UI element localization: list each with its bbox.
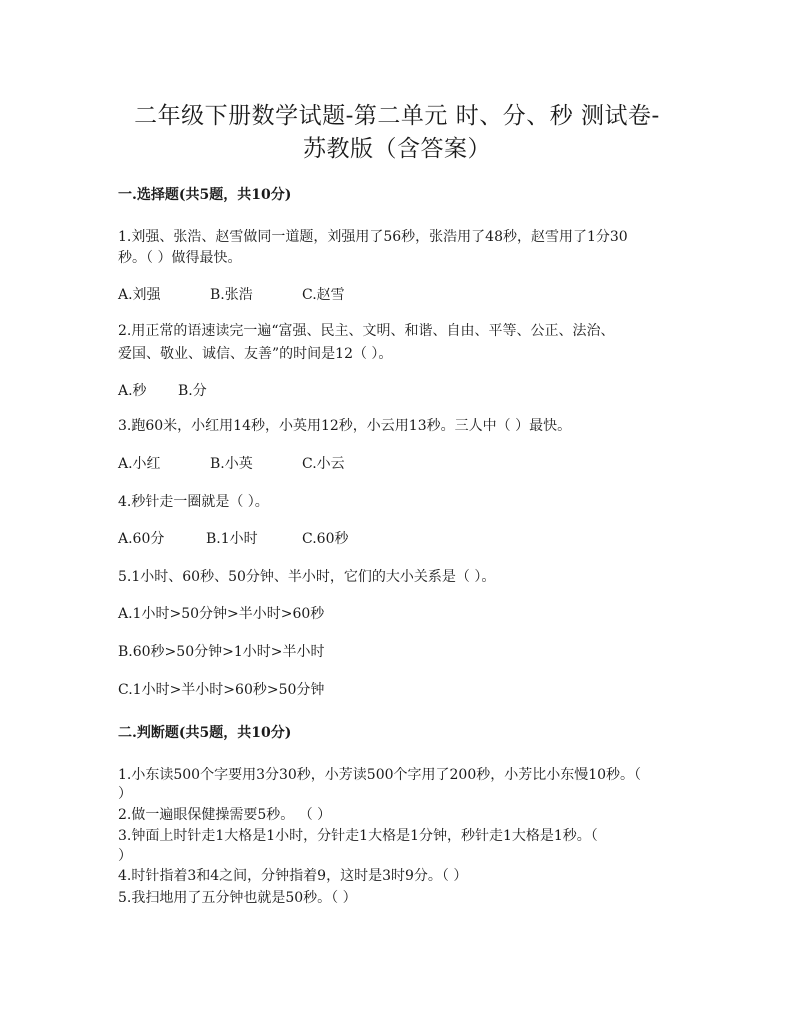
page-title-line-1: 二年级下册数学试题-第二单元 时、分、秒 测试卷- — [134, 103, 660, 129]
question-5-option-b: B.60秒>50分钟>1小时>半小时 — [118, 644, 325, 660]
section-heading-true-false: 二.判断题(共5题，共10分) — [118, 725, 292, 741]
question-1-line-2: 秒。（ ）做得最快。 — [118, 250, 242, 266]
question-1-options — [118, 284, 345, 304]
question-5-option-a: A.1小时>50分钟>半小时>60秒 — [118, 606, 325, 622]
option-a: A.60分 — [118, 531, 165, 547]
question-2-line-2: 爱国、敬业、诚信、友善”的时间是12（ ）。 — [118, 346, 393, 362]
page-title-line-2: 苏教版（含答案） — [303, 136, 491, 162]
judge-question-3-line-2: ） — [118, 848, 132, 864]
judge-question-3-line-1: 3.钟面上时针走1大格是1小时，分针走1大格是1分钟，秒针走1大格是1秒。（ — [118, 828, 598, 844]
question-3-line-1: 3.跑60米，小红用14秒，小英用12秒，小云用13秒。三人中（ ）最快。 — [118, 418, 572, 434]
judge-question-1-line-2: ） — [118, 786, 132, 802]
question-4-options — [118, 528, 348, 548]
option-b: B.张浩 — [210, 287, 253, 303]
option-b: B.小英 — [210, 456, 253, 472]
option-a: A.刘强 — [118, 287, 161, 303]
option-a: A.小红 — [118, 456, 161, 472]
question-3-options — [118, 453, 345, 473]
question-4-line-1: 4.秒针走一圈就是（ ）。 — [118, 494, 269, 510]
judge-question-4: 4.时针指着3和4之间，分钟指着9，这时是3时9分。（ ） — [118, 868, 468, 884]
option-b: B.分 — [178, 383, 207, 399]
judge-question-2: 2.做一遍眼保健操需要5秒。 （ ） — [118, 807, 332, 823]
judge-question-1-line-1: 1.小东读500个字要用3分30秒，小芳读500个字用了200秒，小芳比小东慢10秒。（ — [118, 767, 642, 783]
option-b: B.1小时 — [206, 531, 258, 547]
judge-question-5: 5.我扫地用了五分钟也就是50秒。（ ） — [118, 890, 357, 906]
question-2-options — [118, 380, 207, 400]
option-a: A.秒 — [118, 383, 147, 399]
option-c: C.小云 — [302, 456, 345, 472]
question-5-option-c: C.1小时>半小时>60秒>50分钟 — [118, 682, 325, 698]
question-2-line-1: 2.用正常的语速读完一遍“富强、民主、文明、和谐、自由、平等、公正、法治、 — [118, 323, 615, 339]
option-c: C.赵雪 — [302, 287, 345, 303]
section-heading-multiple-choice: 一.选择题(共5题，共10分) — [118, 187, 292, 203]
question-5-line-1: 5.1小时、60秒、50分钟、半小时，它们的大小关系是（ ）。 — [118, 569, 496, 585]
question-1-line-1: 1.刘强、张浩、赵雪做同一道题，刘强用了56秒，张浩用了48秒，赵雪用了1分30 — [118, 229, 628, 245]
option-c: C.60秒 — [302, 531, 349, 547]
